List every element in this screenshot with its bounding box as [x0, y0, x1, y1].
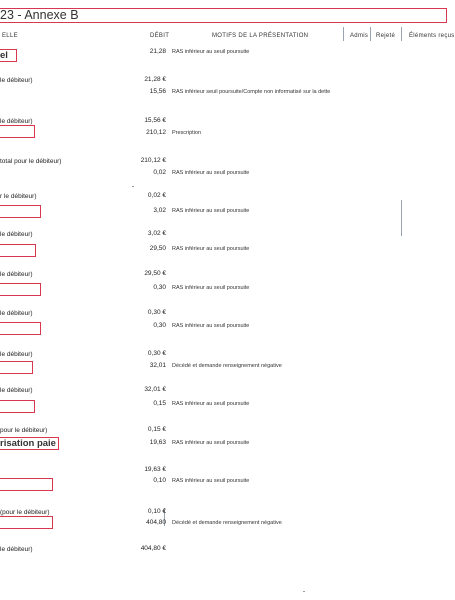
row-motif: RAS inférieur seuil poursuite/Compte non informatisé sur la dette [172, 89, 331, 95]
row-amount: 21,28 [149, 48, 166, 55]
row-motif: RAS inférieur au seuil poursuite [172, 170, 250, 176]
row-label: (pour le débiteur) [0, 509, 50, 516]
row-motif: Prescription [172, 130, 202, 136]
column-rule [401, 200, 402, 236]
section-box-label: risation paie [0, 438, 56, 449]
row-amount: 15,56 [149, 88, 166, 95]
row-label: le débiteur) [0, 77, 33, 84]
highlight-box [0, 205, 41, 218]
row-motif: RAS inférieur au seuil poursuite [172, 208, 250, 214]
row-motif: Décédé et demande renseignement négative [172, 363, 282, 369]
row-motif: RAS inférieur au seuil poursuite [172, 246, 250, 252]
row-motif: RAS inférieur au seuil poursuite [172, 49, 250, 55]
row-amount: 210,12 € [140, 157, 166, 164]
col-header-motifs: MOTIFS DE LA PRÉSENTATION [212, 33, 309, 39]
row-label: le débiteur) [0, 351, 33, 358]
row-label: le débiteur) [0, 271, 33, 278]
row-amount: 21,28 € [144, 76, 166, 83]
row-amount: 19,63 € [144, 466, 166, 473]
row-amount: 0,30 [153, 284, 166, 291]
row-amount: 29,50 € [144, 270, 166, 277]
row-amount: 0,10 € [147, 508, 166, 515]
scan-speck [132, 186, 134, 187]
row-amount: 3,02 [153, 207, 166, 214]
col-header-rejete: Rejeté [376, 33, 396, 39]
row-amount: 0,02 € [147, 192, 166, 199]
row-motif: RAS inférieur au seuil poursuite [172, 323, 250, 329]
highlight-box [0, 478, 53, 491]
row-label: le débiteur) [0, 387, 33, 394]
row-amount: 3,02 € [147, 230, 166, 237]
row-motif: Décédé et demande renseignement négative [172, 520, 282, 526]
row-amount: 32,01 € [144, 386, 166, 393]
col-header-elements: Éléments reçus [409, 33, 455, 39]
highlight-box [0, 283, 41, 296]
row-amount: 29,50 [149, 245, 166, 252]
row-motif: RAS inférieur au seuil poursuite [172, 478, 250, 484]
row-label: pour le débiteur) [0, 427, 48, 434]
top-box-label: el [0, 50, 8, 61]
row-motif: RAS inférieur au seuil poursuite [172, 401, 250, 407]
highlight-box [0, 244, 36, 257]
row-label: le débiteur) [0, 546, 33, 553]
row-amount: 0,30 € [147, 309, 166, 316]
row-amount: 0,15 [153, 400, 166, 407]
row-motif: RAS inférieur au seuil poursuite [172, 440, 250, 446]
row-amount: 0,02 [153, 169, 166, 176]
col-header-label: ELLE [2, 33, 18, 39]
col-header-debit: DÉBIT [150, 33, 170, 39]
row-amount: 32,01 [149, 362, 166, 369]
row-label: total pour le débiteur) [0, 158, 62, 165]
col-header-admis: Admis [350, 33, 369, 39]
row-amount: 0,10 [153, 477, 166, 484]
row-amount: 404,80 [146, 519, 166, 526]
row-amount: 19,63 [149, 439, 166, 446]
row-motif: RAS inférieur au seuil poursuite [172, 285, 250, 291]
row-label: r le débiteur) [0, 193, 37, 200]
row-amount: 0,30 € [147, 350, 166, 357]
row-amount: 0,15 € [147, 426, 166, 433]
highlight-box [0, 322, 41, 335]
column-rule [401, 27, 402, 41]
column-rule [370, 27, 371, 41]
row-label: le débiteur) [0, 310, 33, 317]
row-amount: 210,12 [146, 129, 166, 136]
highlight-box [0, 361, 33, 374]
row-label: le débiteur) [0, 118, 33, 125]
row-label: le débiteur) [0, 231, 33, 238]
highlight-box [0, 516, 53, 529]
highlight-box [0, 125, 35, 138]
highlight-box [0, 400, 35, 413]
row-amount: 15,56 € [144, 117, 166, 124]
column-rule [343, 27, 344, 41]
row-amount: 0,30 [153, 322, 166, 329]
page-title: 23 - Annexe B [0, 8, 79, 22]
scan-speck [303, 591, 305, 592]
row-amount: 404,80 € [140, 545, 166, 552]
